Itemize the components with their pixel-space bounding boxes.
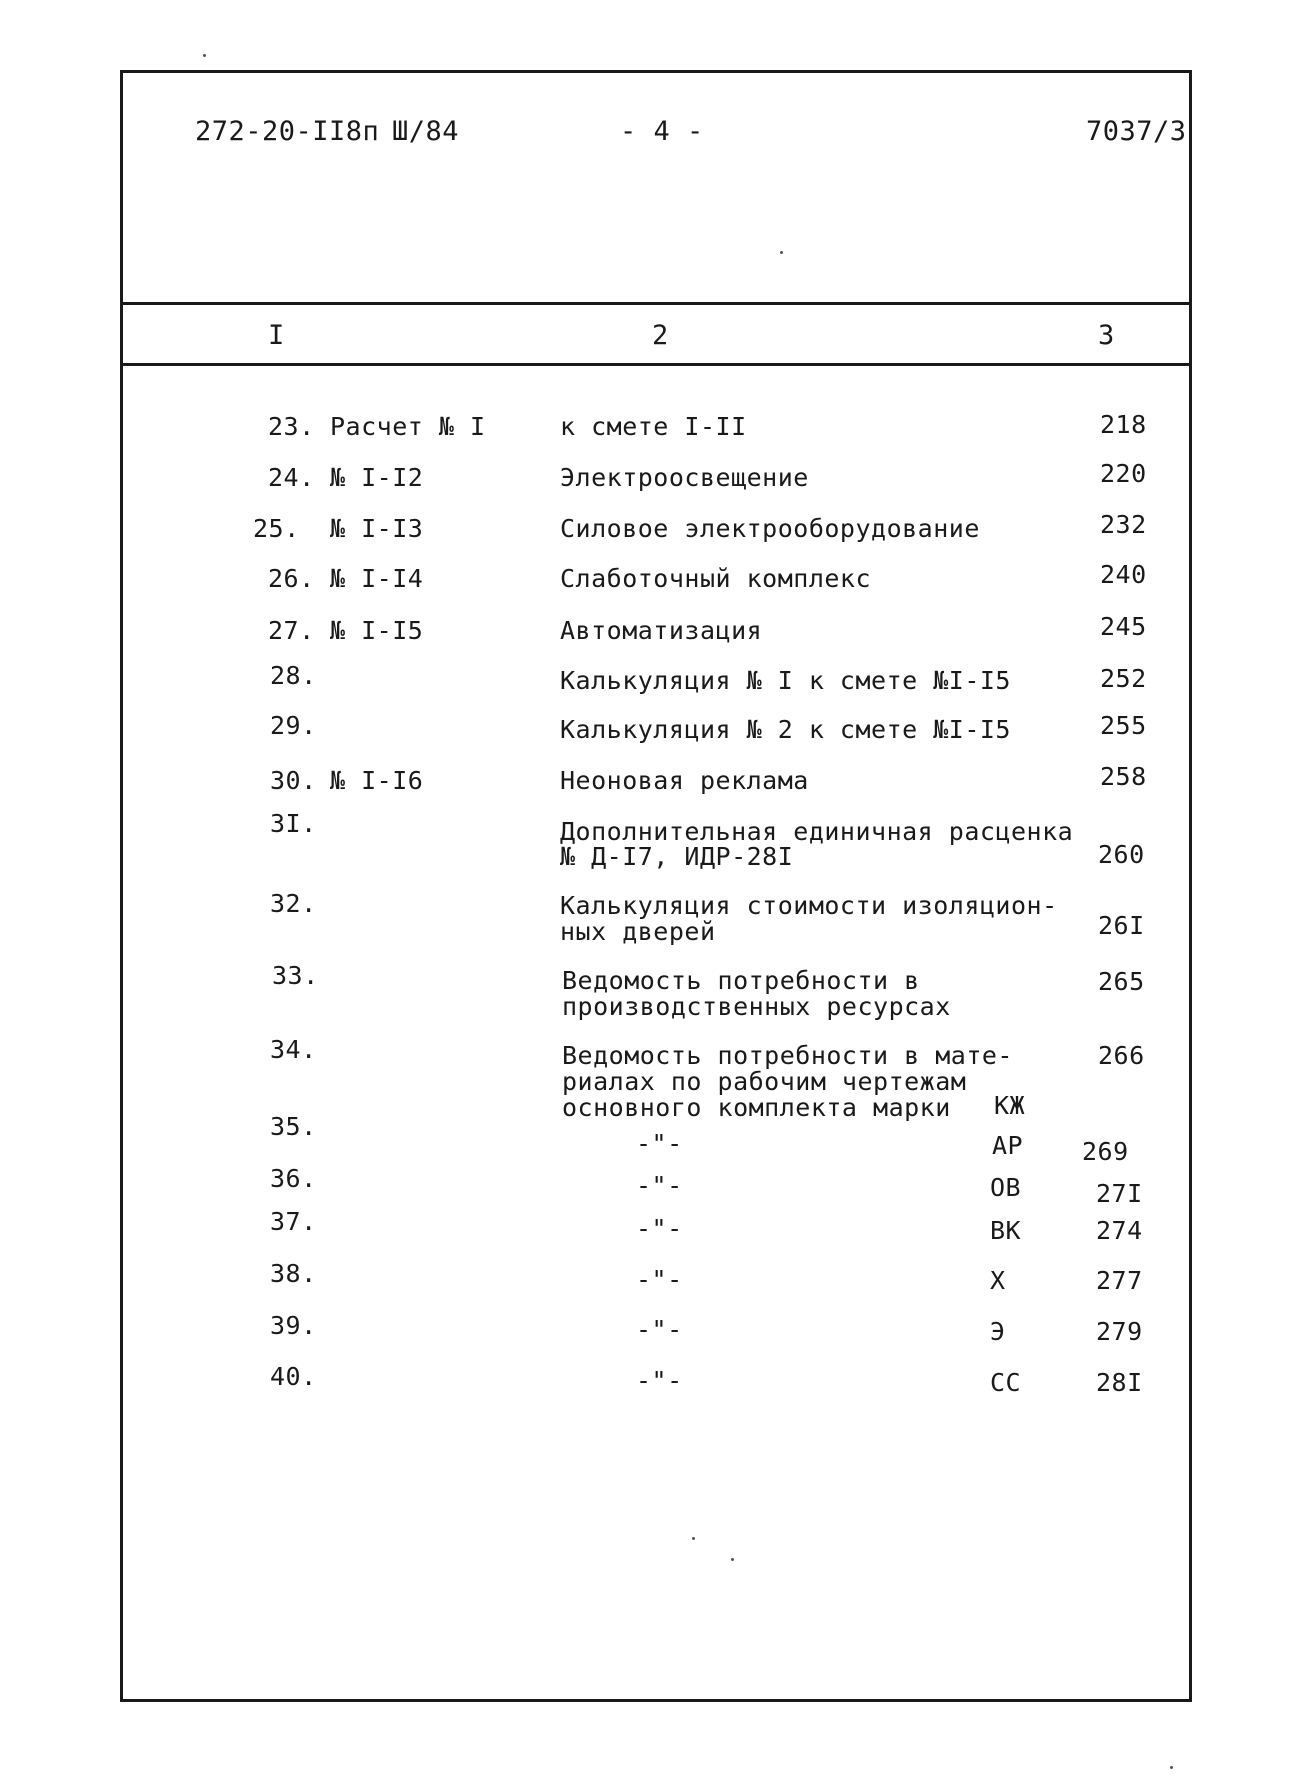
archive-number: 7037/3 — [1086, 116, 1187, 147]
row-number: 3I. — [270, 809, 317, 838]
row-reference: № I-I3 — [330, 514, 424, 543]
page-frame — [120, 70, 1192, 1702]
row-number: 28. — [270, 661, 317, 690]
row-ditto: -"- — [636, 1265, 683, 1294]
row-number: 24. — [268, 463, 315, 492]
row-page: 266 — [1098, 1041, 1145, 1070]
row-page: 245 — [1100, 612, 1147, 641]
row-mark: Х — [990, 1266, 1006, 1295]
row-title: Электроосвещение — [560, 463, 809, 492]
row-mark: КЖ — [994, 1091, 1026, 1120]
row-title: Калькуляция № I к смете №I-I5 — [560, 666, 1011, 695]
row-number: 26. — [268, 564, 315, 593]
row-ditto: -"- — [636, 1315, 683, 1344]
row-ditto: -"- — [636, 1129, 683, 1158]
row-number: 23. — [268, 412, 315, 441]
row-number: 35. — [270, 1112, 317, 1141]
row-number: 33. — [272, 961, 319, 990]
row-page: 26I — [1098, 911, 1145, 940]
row-number: 39. — [270, 1311, 317, 1340]
row-title: Неоновая реклама — [560, 766, 809, 795]
row-page: 258 — [1100, 762, 1147, 791]
row-number: 37. — [270, 1207, 317, 1236]
row-number: 38. — [270, 1259, 317, 1288]
row-title: Калькуляция № 2 к смете №I-I5 — [560, 715, 1011, 744]
row-title-line: Калькуляция стоимости изоляцион- — [560, 891, 1058, 920]
row-page: 269 — [1082, 1137, 1129, 1166]
table-header-top-rule — [120, 302, 1192, 305]
table-header-bottom-rule — [120, 363, 1192, 366]
row-title: к смете I-II — [560, 412, 747, 441]
row-title-line: Дополнительная единичная расценка — [560, 817, 1074, 846]
scan-speck — [692, 1537, 695, 1540]
scan-speck — [731, 1558, 734, 1561]
row-mark: ОВ — [990, 1173, 1022, 1202]
row-ditto: -"- — [636, 1214, 683, 1243]
row-number: 34. — [270, 1035, 317, 1064]
row-title-line: основного комплекта марки — [562, 1093, 951, 1122]
row-mark: АР — [992, 1131, 1024, 1160]
scan-speck — [203, 54, 206, 57]
scan-speck — [780, 251, 783, 254]
row-title: Слаботочный комплекс — [560, 564, 872, 593]
row-number: 36. — [270, 1164, 317, 1193]
row-number: 29. — [270, 711, 317, 740]
row-page: 218 — [1100, 410, 1147, 439]
row-title-line: производственных ресурсах — [562, 992, 951, 1021]
row-number: 25. — [253, 514, 300, 543]
row-title-line: № Д-I7, ИДР-28I — [560, 842, 794, 871]
row-reference: № I-I6 — [330, 766, 424, 795]
row-page: 252 — [1100, 664, 1147, 693]
row-mark: СС — [990, 1368, 1022, 1397]
row-ditto: -"- — [636, 1171, 683, 1200]
row-title-line: Ведомость потребности в — [562, 966, 920, 995]
column-header-3: 3 — [1098, 320, 1115, 351]
row-title: Автоматизация — [560, 616, 763, 645]
row-page: 274 — [1096, 1216, 1143, 1245]
row-number: 40. — [270, 1362, 317, 1391]
row-title-line: риалах по рабочим чертежам — [562, 1067, 967, 1096]
row-number: 30. — [270, 766, 317, 795]
page-number: - 4 - — [620, 116, 704, 147]
row-number: 27. — [268, 616, 315, 645]
row-page: 240 — [1100, 560, 1147, 589]
row-ditto: -"- — [636, 1366, 683, 1395]
row-title-line: Ведомость потребности в мате- — [562, 1041, 1013, 1070]
row-page: 255 — [1100, 711, 1147, 740]
row-title: Силовое электрооборудование — [560, 514, 980, 543]
row-page: 28I — [1096, 1368, 1143, 1397]
scan-speck — [1170, 1766, 1173, 1769]
row-reference: № I-I2 — [330, 463, 424, 492]
row-page: 279 — [1096, 1317, 1143, 1346]
row-page: 232 — [1100, 510, 1147, 539]
row-page: 220 — [1100, 459, 1147, 488]
row-page: 265 — [1098, 967, 1145, 996]
row-page: 260 — [1098, 840, 1145, 869]
row-reference: Расчет № I — [330, 412, 486, 441]
row-number: 32. — [270, 889, 317, 918]
row-mark: Э — [990, 1317, 1006, 1346]
doc-code: 272-20-II8п — [195, 116, 380, 147]
row-title-line: ных дверей — [560, 917, 716, 946]
row-mark: ВК — [990, 1216, 1022, 1245]
issue-code: Ш/84 — [392, 116, 460, 147]
column-header-1: I — [268, 320, 285, 351]
row-page: 27I — [1096, 1179, 1143, 1208]
row-reference: № I-I4 — [330, 564, 424, 593]
row-reference: № I-I5 — [330, 616, 424, 645]
row-page: 277 — [1096, 1266, 1143, 1295]
column-header-2: 2 — [652, 320, 669, 351]
